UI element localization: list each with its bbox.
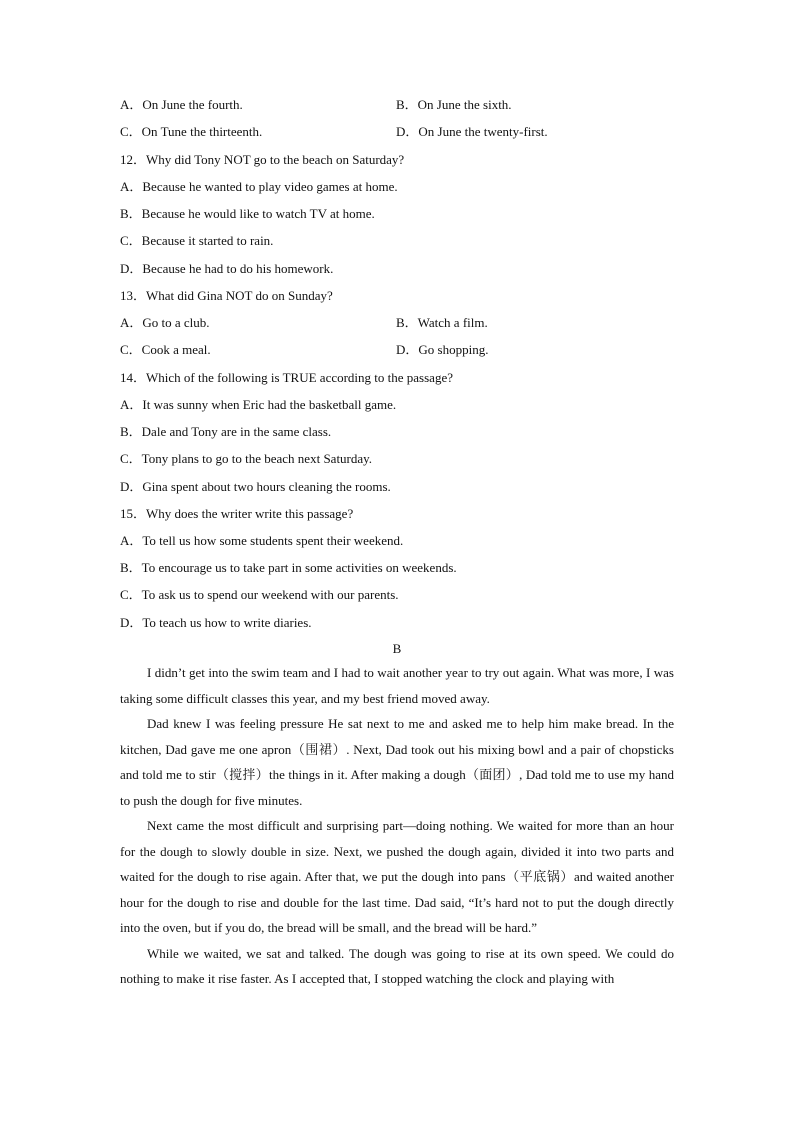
q14-option-c: C．Tony plans to go to the beach next Saturday.	[120, 451, 373, 466]
q11-option-d: D．On June the twenty-first.	[396, 124, 548, 139]
q11-option-c: C．On Tune the thirteenth.	[120, 124, 263, 139]
q15-option-d: D．To teach us how to write diaries.	[120, 615, 312, 630]
q15-option-c: C．To ask us to spend our weekend with our parents.	[120, 587, 399, 602]
passage-paragraph-3: Next came the most difficult and surprising part—doing nothing. We waited for more than an hour for the dough to slowly double in size. Next, we pushed the dough again, divided it into two parts and waited for the dough to rise again. After that, we put the dough into pans（平底锅）and waited another hour for the dough to rise and double for the last time. Dad said, “It’s hard not to put the dough directly into the oven, but if you do, the bread will be small, and the bread will be hard.”	[120, 818, 674, 935]
q14-option-a: A．It was sunny when Eric had the basketball game.	[120, 397, 397, 412]
section-b-passage	[120, 660, 674, 992]
q12-option-d: D．Because he had to do his homework.	[120, 261, 334, 276]
q14-stem: 14．Which of the following is TRUE according to the passage?	[120, 370, 453, 385]
q13-stem: 13．What did Gina NOT do on Sunday?	[120, 288, 333, 303]
q15-stem: 15．Why does the writer write this passage?	[120, 506, 354, 521]
q13-option-a: A．Go to a club.	[120, 315, 210, 330]
q11-option-b: B．On June the sixth.	[396, 97, 512, 112]
passage-paragraph-2: Dad knew I was feeling pressure He sat next to me and asked me to help him make bread. In the kitchen, Dad gave me one apron（围裙）. Next, Dad took out his mixing bowl and a pair of chopsticks and told me to stir（搅拌）the things in it. After making a dough（面团）, Dad told me to use my hand to push the dough for five minutes.	[120, 716, 674, 808]
q13-option-b: B．Watch a film.	[396, 315, 488, 330]
passage-paragraph-1: I didn’t get into the swim team and I had to wait another year to try out again. What was more, I was taking some difficult classes this year, and my best friend moved away.	[120, 665, 674, 706]
q15-option-a: A．To tell us how some students spent their weekend.	[120, 533, 404, 548]
q12-option-a: A．Because he wanted to play video games at home.	[120, 179, 398, 194]
q14-option-b: B．Dale and Tony are in the same class.	[120, 424, 332, 439]
q12-option-b: B．Because he would like to watch TV at home.	[120, 206, 375, 221]
q14-option-d: D．Gina spent about two hours cleaning the rooms.	[120, 479, 391, 494]
section-b-heading: B	[392, 641, 402, 656]
q13-option-d: D．Go shopping.	[396, 342, 489, 357]
q11-option-a: A．On June the fourth.	[120, 97, 243, 112]
q13-option-c: C．Cook a meal.	[120, 342, 211, 357]
q12-stem: 12．Why did Tony NOT go to the beach on Saturday?	[120, 152, 405, 167]
q15-option-b: B．To encourage us to take part in some activities on weekends.	[120, 560, 457, 575]
q12-option-c: C．Because it started to rain.	[120, 233, 274, 248]
passage-paragraph-4: While we waited, we sat and talked. The dough was going to rise at its own speed. We could do nothing to make it rise faster. As I accepted that, I stopped watching the clock and playing with	[120, 945, 674, 986]
